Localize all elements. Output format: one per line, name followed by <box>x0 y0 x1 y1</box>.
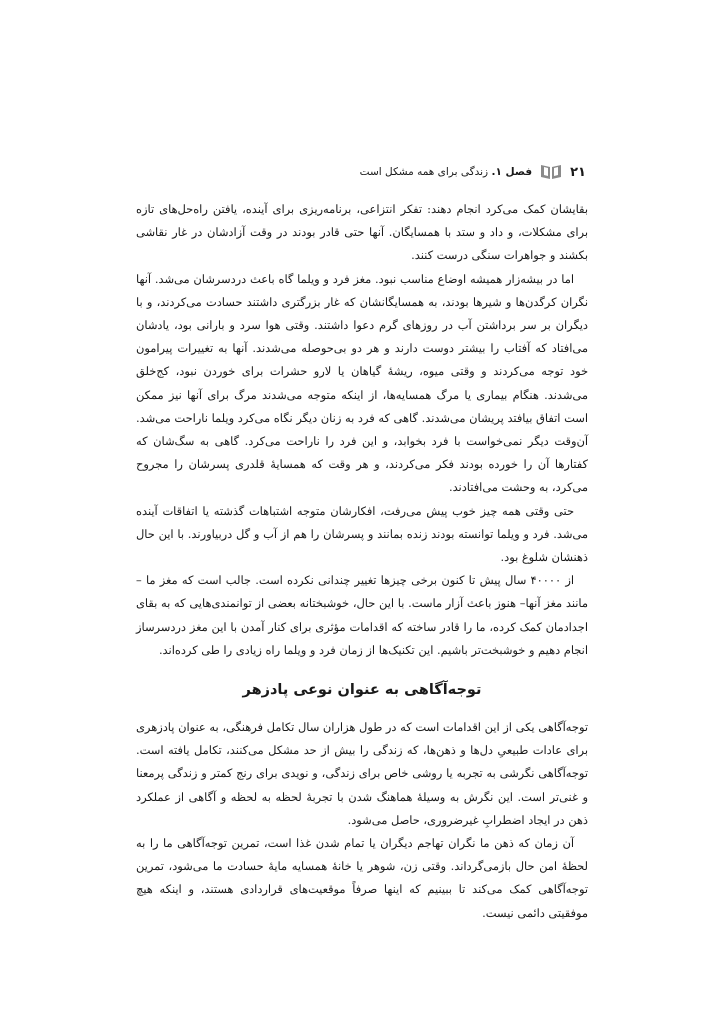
paragraph: توجه‌آگاهی یکی از این اقدامات است که در طول هزاران سال تکامل فرهنگی، به عنوان پادزهری برای عادات طبیعیِ دل‌ها و ذهن‌ها، که زندگی را بیش از حد مشکل می‌کنند، تکامل یافته است. توجه‌آگاهی نگرشی به تجربه یا روشی خاص برای زندگی، و نویدی برای رنج کمتر و زندگی پرمعنا و غنی‌تر است. این نگرش به وسیلهٔ هماهنگ شدن با تجربهٔ لحظه به لحظه و آگاهی از عملکرد ذهن در ایجاد اضطرابِ غیرضروری، حاصل می‌شود. <box>136 720 588 827</box>
chapter-label: فصل ۱. <box>491 166 533 178</box>
section-heading: توجه‌آگاهی به عنوان نوعی پادزهر <box>242 682 482 699</box>
paragraph: بقایشان کمک می‌کرد انجام دهند: تفکر انتزاعی، برنامه‌ریزی برای آینده، یافتن راه‌حل‌های تازه برای مشکلات، و داد و ستد با همسایگان. آنها حتی قادر بودند در وقت آزادشان در غار نقاشی بکشند و جواهرات سنگی درست کنند. <box>136 202 588 263</box>
page-header <box>138 160 586 184</box>
page-body <box>136 198 588 925</box>
book-ornament-icon <box>540 163 562 181</box>
paragraph: حتی وقتی همه چیز خوب پیش می‌رفت، افکارشان متوجه اشتباهات گذشته یا اتفاقات آینده می‌شد. فرد و ویلما توانسته بودند زنده بمانند و پسرشان را هم از آب و گل دربیاورند. با این حال ذهنشان شلوغ بود. <box>136 503 588 565</box>
running-header <box>360 166 532 178</box>
paragraph: اما در بیشه‌زار همیشه اوضاع مناسب نبود. مغز فرد و ویلما گاه باعث دردسرشان می‌شد. آنها نگران کرگدن‌ها و شیرها بودند، به همسایگانشان که غار بزرگتری داشتند حسادت می‌کردند، و با دیگران بر سر برداشتن آب در روزهای گرم دعوا داشتند. وقتی هوا سرد و بارانی بود، یادشان می‌افتاد که آفتاب را بیشتر دوست دارند و هر دو بی‌حوصله می‌شدند. آنها به تغییرات پیرامون خود توجه می‌کردند و وقتی میوه، ریشهٔ گیاهان یا لارو حشرات برای خوردن نبود، کج‌خلق می‌شدند. هنگام بیماری یا مرگ همسایه‌ها، از اینکه متوجه می‌شدند مرگ برای آنها نیز ممکن است اتفاق بیافتد پریشان می‌شدند. گاهی که فرد به زنان دیگر نگاه می‌کرد ویلما ناراحت می‌شد. آن‌وقت دیگر نمی‌خواست با فرد بخوابد، و این فرد را ناراحت می‌کرد. گاهی به سگ‌شان که کفتارها آن را خورده بودند فکر می‌کردند، و هر وقت که همسایهٔ قلدری پسرشان را مجروح می‌کرد، به وحشت می‌افتادند. <box>136 271 588 495</box>
chapter-title: زندگی برای همه مشکل است <box>359 166 489 178</box>
paragraph: از ۴۰۰۰۰ سال پیش تا کنون برخی چیزها تغییر چندانی نکرده است. جالب است که مغز ما – مانند مغز آنها– هنوز باعث آزار ماست. با این حال، خوشبختانه بعضی از توانمندی‌هایی که به بقای اجدادمان کمک کرده، ما را قادر ساخته که اقدامات مؤثری برای کنار آمدن با این مغز دردسرساز انجام دهیم و خوشبخت‌تر باشیم. این تکنیک‌ها از زمان فرد و ویلما راه زیادی را طی کرده‌اند. <box>136 573 588 657</box>
paragraph: آن زمان که ذهن ما نگران تهاجم دیگران یا تمام شدن غذا است، تمرین توجه‌آگاهی ما را به لحظهٔ امن حال بازمی‌گرداند. وقتی زن، شوهر یا خانهٔ همسایه مایهٔ حسادت ما می‌شود، تمرین توجه‌آگاهی کمک می‌کند تا ببینیم که اینها صرفاً موقعیت‌های قراردادی هستند، و اینکه هیچ موفقیتی دائمی نیست. <box>136 836 588 920</box>
page-number: ۲۱ <box>570 164 586 180</box>
